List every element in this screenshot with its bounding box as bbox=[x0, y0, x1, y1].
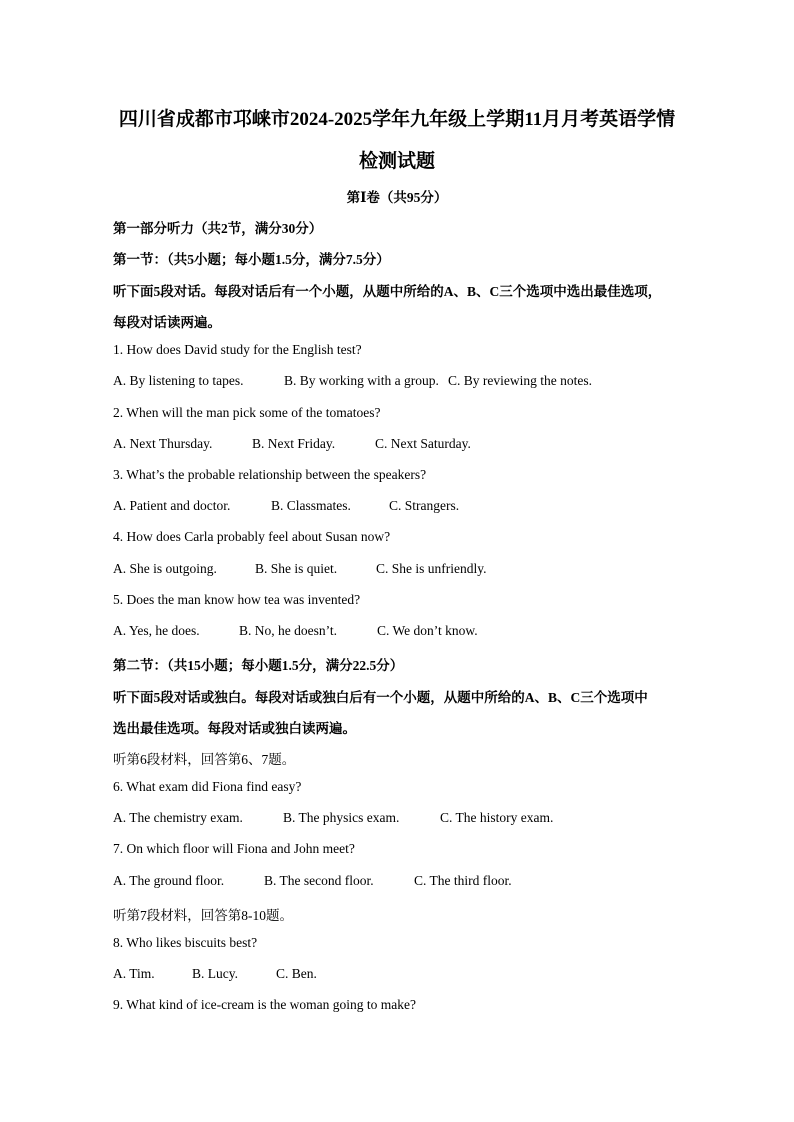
option-b: B. The second floor. bbox=[264, 873, 374, 888]
option-c: C. She is unfriendly. bbox=[376, 561, 487, 576]
question-stem: 8. Who likes biscuits best? bbox=[113, 935, 258, 950]
option-a: A. Yes, he does. bbox=[113, 623, 200, 638]
page-title: 四川省成都市邛崃市2024-2025学年九年级上学期11月月考英语学情 bbox=[118, 109, 676, 130]
option-c: C. Ben. bbox=[276, 966, 317, 981]
question-stem: 5. Does the man know how tea was invented? bbox=[113, 592, 361, 607]
option-b: B. Lucy. bbox=[192, 966, 238, 981]
material-note: 听第7段材料，回答第8-10题。 bbox=[113, 908, 293, 923]
option-c: C. Next Saturday. bbox=[375, 436, 471, 451]
question-stem: 1. How does David study for the English test? bbox=[113, 342, 362, 357]
question-stem: 3. What’s the probable relationship between the speakers? bbox=[113, 467, 427, 482]
option-b: B. By working with a group. bbox=[284, 373, 439, 388]
section-instruction: 听下面5段对话或独白。每段对话或独白后有一个小题，从题中所给的A、B、C三个选项中 bbox=[113, 690, 648, 705]
option-b: B. No, he doesn’t. bbox=[239, 623, 337, 638]
volume-heading: 第Ⅰ卷（共95分） bbox=[346, 190, 448, 205]
question-stem: 9. What kind of ice-cream is the woman going to make? bbox=[113, 997, 417, 1012]
question-stem: 7. On which floor will Fiona and John meet? bbox=[113, 841, 355, 856]
question-stem: 4. How does Carla probably feel about Susan now? bbox=[113, 529, 391, 544]
option-a: A. Next Thursday. bbox=[113, 436, 213, 451]
option-a: A. The chemistry exam. bbox=[113, 810, 243, 825]
option-c: C. We don’t know. bbox=[377, 623, 478, 638]
option-a: A. She is outgoing. bbox=[113, 561, 217, 576]
option-c: C. The history exam. bbox=[440, 810, 554, 825]
section-heading: 第二节：（共15小题；每小题1.5分，满分22.5分） bbox=[113, 658, 404, 673]
section-instruction: 听下面5段对话。每段对话后有一个小题，从题中所给的A、B、C三个选项中选出最佳选项， bbox=[113, 284, 662, 299]
material-note: 听第6段材料，回答第6、7题。 bbox=[113, 752, 296, 767]
option-c: C. Strangers. bbox=[389, 498, 460, 513]
page-title-continued: 检测试题 bbox=[358, 151, 435, 172]
option-b: B. The physics exam. bbox=[283, 810, 400, 825]
option-b: B. Next Friday. bbox=[252, 436, 336, 451]
question-stem: 2. When will the man pick some of the tomatoes? bbox=[113, 405, 381, 420]
option-b: B. Classmates. bbox=[271, 498, 351, 513]
option-c: C. By reviewing the notes. bbox=[448, 373, 592, 388]
option-a: A. Tim. bbox=[113, 966, 155, 981]
part-heading: 第一部分听力（共2节，满分30分） bbox=[113, 221, 323, 236]
section-heading: 第一节：（共5小题；每小题1.5分，满分7.5分） bbox=[113, 252, 390, 267]
question-stem: 6. What exam did Fiona find easy? bbox=[113, 779, 302, 794]
option-c: C. The third floor. bbox=[414, 873, 512, 888]
option-b: B. She is quiet. bbox=[255, 561, 338, 576]
section-instruction-continued: 选出最佳选项。每段对话或独白读两遍。 bbox=[113, 721, 356, 736]
option-a: A. The ground floor. bbox=[113, 873, 225, 888]
section-instruction-continued: 每段对话读两遍。 bbox=[113, 315, 221, 330]
option-a: A. Patient and doctor. bbox=[113, 498, 231, 513]
option-a: A. By listening to tapes. bbox=[113, 373, 244, 388]
